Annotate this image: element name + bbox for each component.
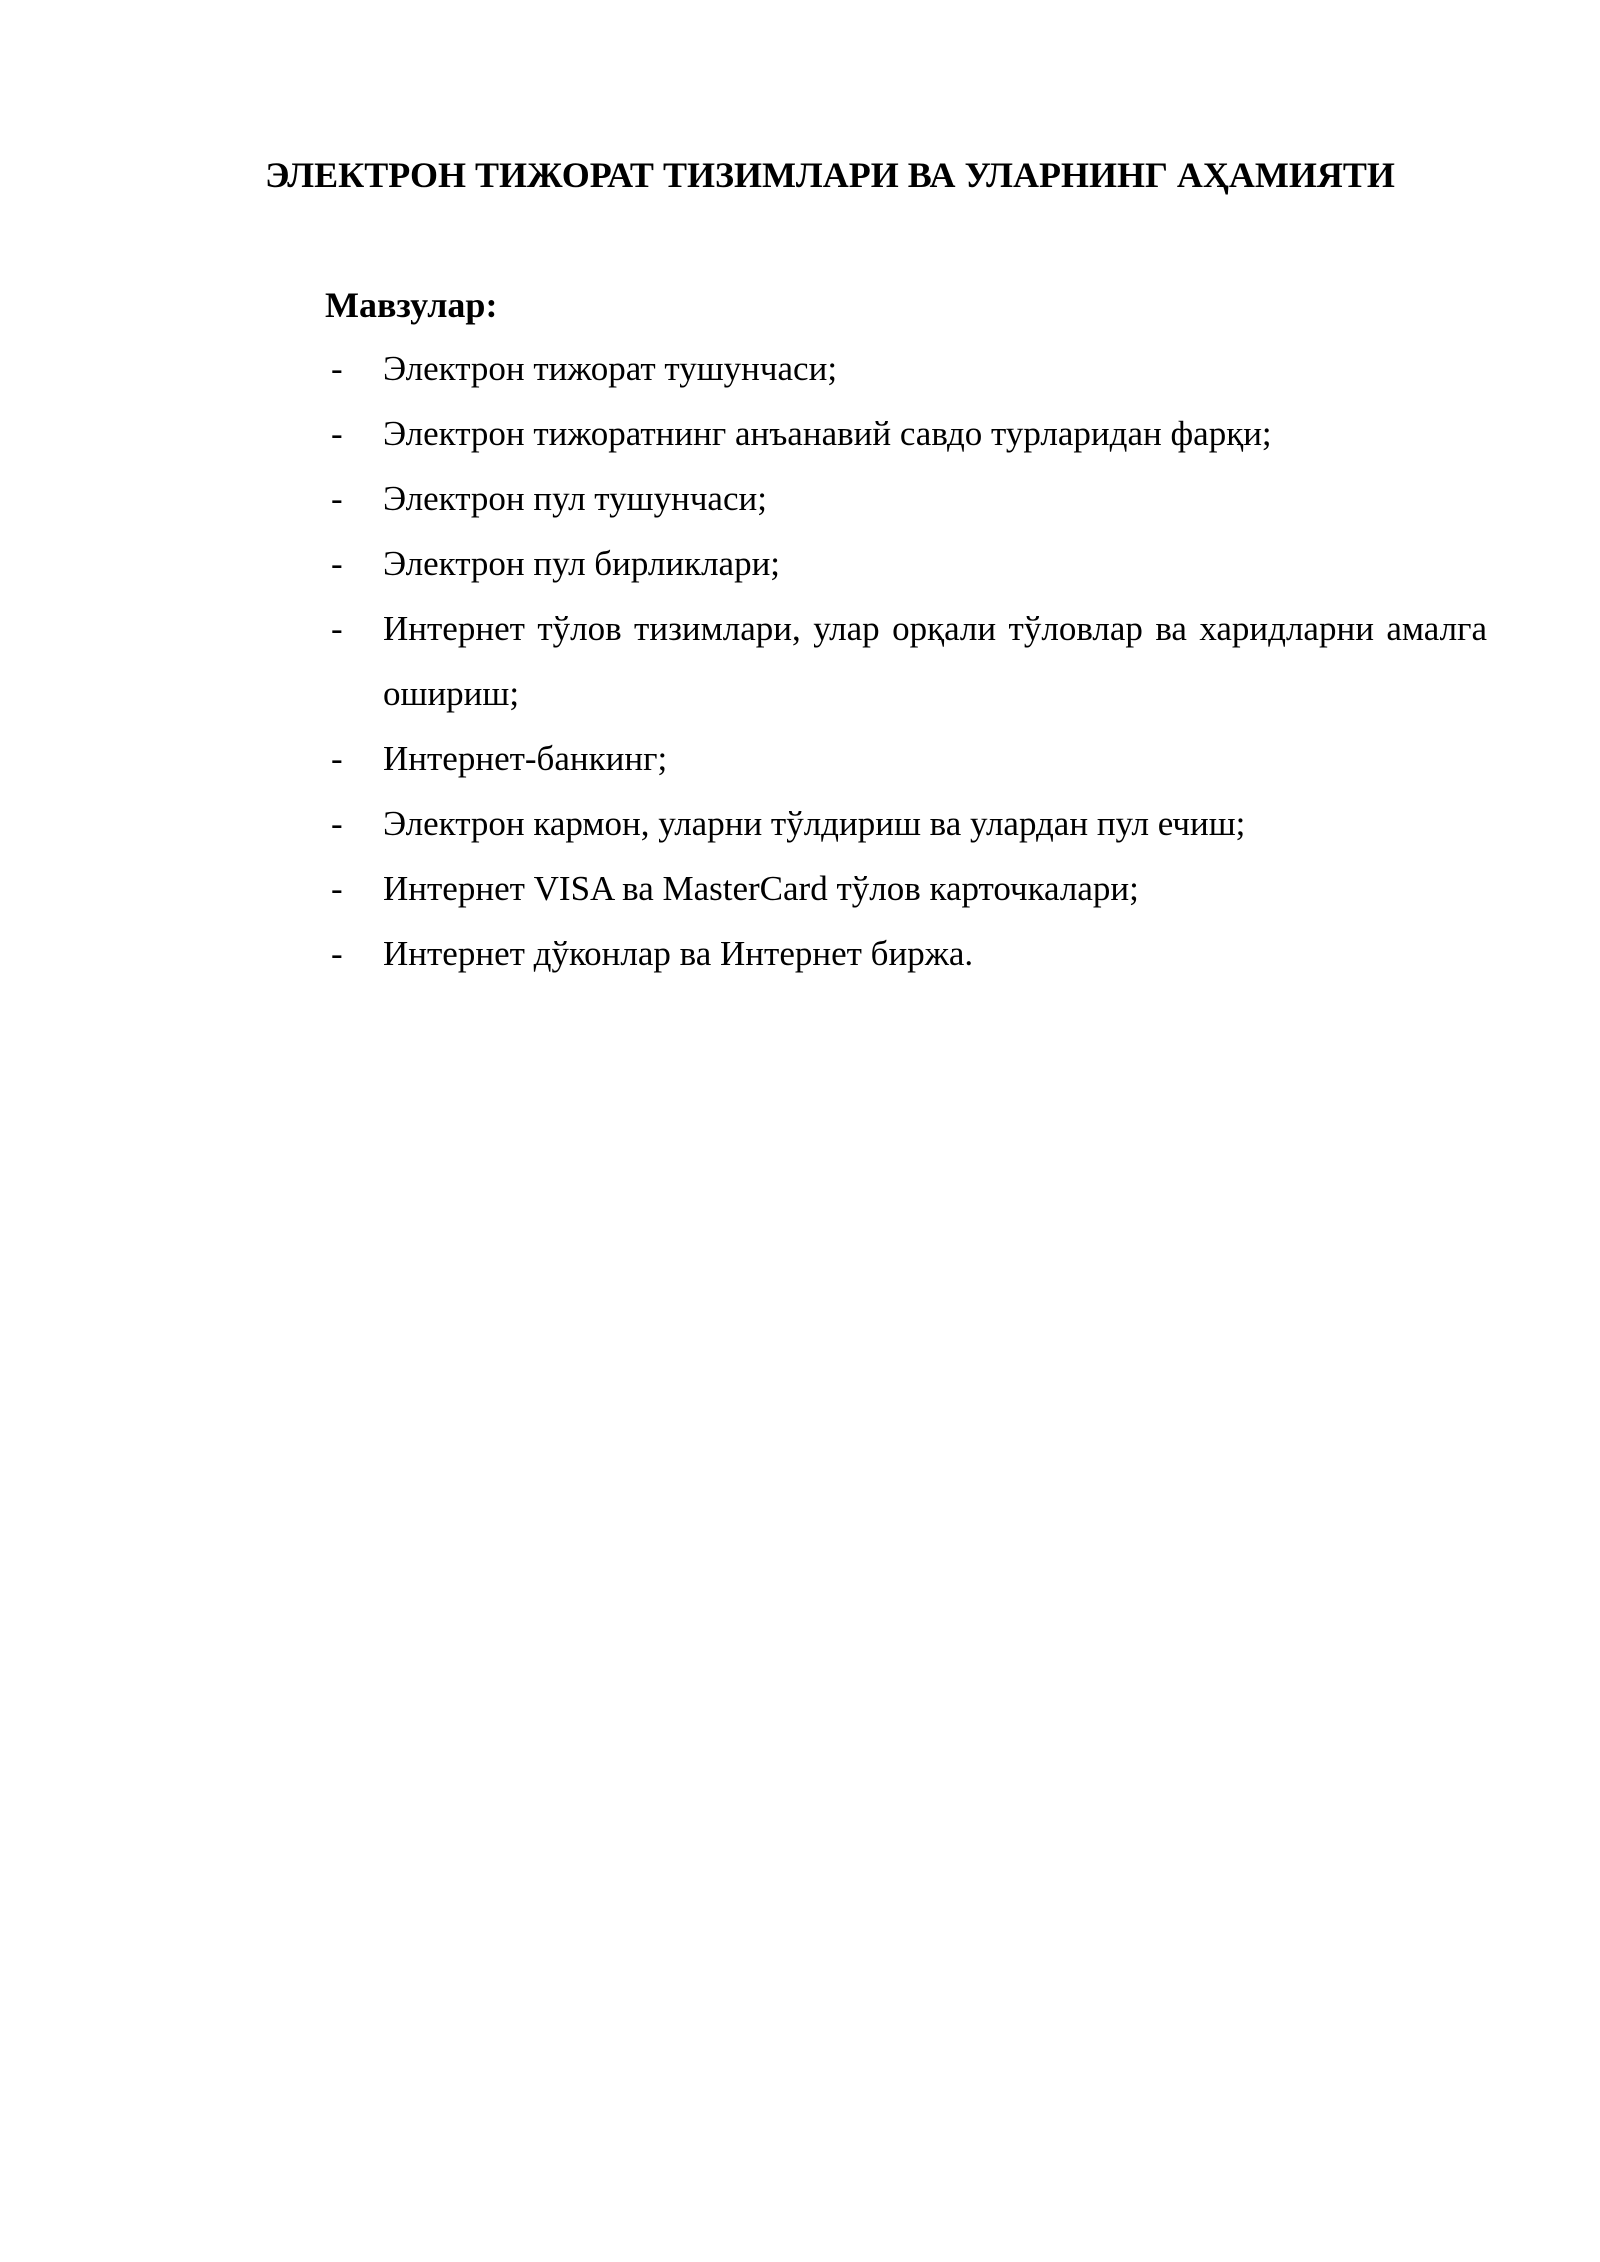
bullet-dash: -	[331, 544, 343, 583]
list-item	[325, 856, 1487, 921]
topic-list	[325, 336, 1487, 986]
list-item	[325, 921, 1487, 986]
topic-text: Интернет-банкинг;	[383, 739, 668, 778]
document-title: ЭЛЕКТРОН ТИЖОРАТ ТИЗИМЛАРИ ВА УЛАРНИНГ АҲАМИЯТИ	[265, 155, 1395, 195]
bullet-dash: -	[331, 479, 343, 518]
list-item	[325, 531, 1487, 596]
bullet-dash: -	[331, 414, 343, 453]
topic-text: Электрон пул бирликлари;	[383, 544, 781, 583]
topic-text: Интернет VISA ва MasterCard тўлов карточкалари;	[383, 869, 1139, 908]
list-item	[325, 726, 1487, 791]
bullet-dash: -	[331, 934, 343, 973]
topics-section	[325, 280, 1487, 986]
topic-text: Электрон пул тушунчаси;	[383, 479, 767, 518]
bullet-dash: -	[331, 349, 343, 388]
topic-text: Интернет дўконлар ва Интернет биржа.	[383, 934, 974, 973]
bullet-dash: -	[331, 869, 343, 908]
topics-heading: Мавзулар:	[325, 285, 498, 325]
topic-text: Электрон кармон, уларни тўлдириш ва улардан пул ечиш;	[383, 804, 1246, 843]
topic-text: Электрон тижорат тушунчаси;	[383, 349, 838, 388]
bullet-dash: -	[331, 804, 343, 843]
list-item	[325, 401, 1487, 466]
bullet-dash: -	[331, 739, 343, 778]
list-item	[325, 336, 1487, 401]
topic-text: Интернет тўлов тизимлари, улар орқали тўловлар ва харидларни амалга ошириш;	[383, 609, 1487, 713]
list-item	[325, 596, 1487, 726]
list-item	[325, 791, 1487, 856]
bullet-dash: -	[331, 609, 343, 648]
topic-text: Электрон тижоратнинг анъанавий савдо турларидан фарқи;	[383, 414, 1272, 453]
list-item	[325, 466, 1487, 531]
